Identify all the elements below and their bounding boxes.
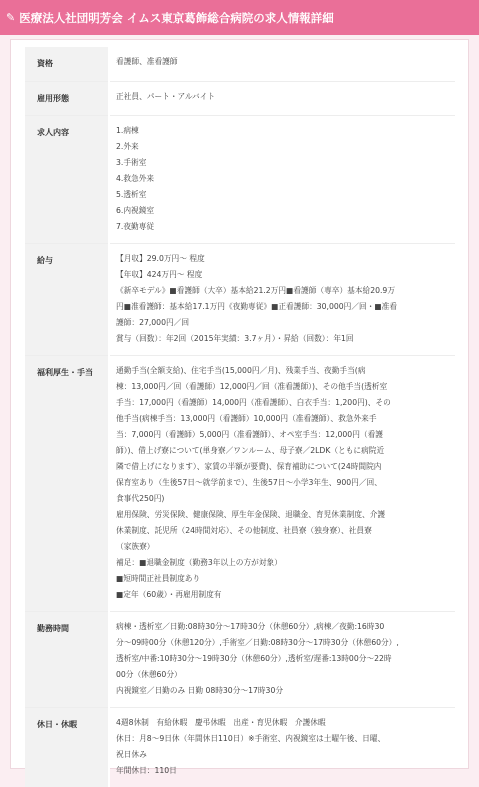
value-line: 雇用保険、労災保険、健康保険、厚生年金保険、退職金、育児休業制度、介護 (116, 509, 386, 519)
row-salary (25, 243, 455, 355)
value-line: 円■准看護師：基本給17.1万円《夜勤専従》■正看護師：30,000円／回・■准看 (116, 301, 398, 311)
value-line: ■定年（60歳）・再雇用制度有 (116, 589, 222, 599)
row-label: 資格 (25, 47, 109, 81)
value-line: 《新卒モデル》■看護師（大卒）基本給21.2万円■看護師（専卒）基本給20.9万 (116, 285, 396, 295)
value-line: 休日：月8～9日休（年間休日110日）※手術室、内視鏡室は土曜午後、日曜、 (116, 733, 386, 743)
row-label: 休日・休暇 (25, 707, 109, 787)
value-line: 3.手術室 (116, 157, 147, 167)
value-line: 食事代250円) (116, 493, 165, 503)
value-line: 年間休日：110日 (116, 765, 177, 775)
value-line: 棟：13,000円／回（看護師）12,000円／回（准看護師）)、その他手当(透析室 (116, 381, 388, 391)
page-header (0, 0, 479, 35)
job-detail-table (25, 47, 455, 787)
value-line: 手当：17,000円（看護師）14,000円（准看護師）、白衣手当：1,200円)、その (116, 397, 391, 407)
row-label: 給与 (25, 243, 109, 355)
value-line: 他手当(病棟手当：13,000円（看護師）10,000円（准看護師）、救急外来手 (116, 413, 377, 423)
value-line: 【年収】424万円～ 程度 (116, 269, 203, 279)
value-line: 祝日休み (116, 749, 147, 759)
value-line: 5.透析室 (116, 189, 147, 199)
value-line: 6.内視鏡室 (116, 205, 155, 215)
row-value (109, 81, 455, 115)
value-line: 病棟・透析室／日勤:08時30分～17時30分（休憩60分）,病棟／夜勤:16時30 (116, 621, 385, 631)
value-line: 4.救急外来 (116, 173, 155, 183)
pencil-icon: ✎ (6, 11, 16, 24)
row-benefits (25, 355, 455, 611)
job-detail-panel (10, 39, 469, 775)
row-value (109, 611, 455, 707)
row-label: 求人内容 (25, 115, 109, 243)
value-line: 正社員、パート・アルバイト (116, 91, 216, 101)
page-title: 医療法人社団明芳会 イムス東京葛飾総合病院の求人情報詳細 (19, 10, 334, 25)
value-line: 護師：27,000円／回 (116, 317, 190, 327)
value-line: 7.夜勤専従 (116, 221, 155, 231)
value-line: 透析室/中番:10時30分～19時30分（休憩60分）,透析室/遅番:13時00分～22時 (116, 653, 392, 663)
row-value (109, 115, 455, 243)
value-line: 内視鏡室／日勤のみ 日勤 08時30分～17時30分 (116, 685, 284, 695)
row-label: 福利厚生・手当 (25, 355, 109, 611)
row-job-content (25, 115, 455, 243)
value-line: 休業制度、託児所（24時間対応）、その他制度、社員寮（独身寮）、社員寮 (116, 525, 372, 535)
value-line: ■短時間正社員制度あり (116, 573, 201, 583)
value-line: 賞与（回数）：年2回（2015年実績：3.7ヶ月）・昇給（回数）：年1回 (116, 333, 354, 343)
value-line: 【月収】29.0万円～ 程度 (116, 253, 205, 263)
row-qualification (25, 47, 455, 81)
row-label: 勤務時間 (25, 611, 109, 707)
value-line: 看護師、准看護師 (116, 57, 178, 66)
row-label: 雇用形態 (25, 81, 109, 115)
value-line: 2.外来 (116, 141, 139, 151)
value-line: 当：7,000円（看護師）5,000円（准看護師）、オペ室手当：12,000円（看護 (116, 429, 383, 439)
row-value (109, 243, 455, 355)
value-line: 分～09時00分（休憩120分）,手術室／日勤:08時30分～17時30分（休憩60分）, (116, 637, 399, 647)
value-line: 00分（休憩60分） (116, 669, 182, 679)
value-line: 保育室あり（生後57日～就学前まで）、生後57日～小学3年生、900円／回、 (116, 477, 382, 487)
value-line: 通勤手当(全額支給)、住宅手当(15,000円／月)、残業手当、夜勤手当(病 (116, 365, 366, 375)
value-line: 4週8休制 有給休暇 慶弔休暇 出産・育児休暇 介護休暇 (116, 717, 326, 727)
value-line: 1.病棟 (116, 125, 139, 135)
value-line: 隣で借上げになります）、家賃の半額が要費)、保育補助について(24時間院内 (116, 461, 382, 471)
row-value (109, 47, 455, 81)
value-line: 補足：■退職金制度（勤務3年以上の方が対象） (116, 557, 282, 567)
row-working-hours (25, 611, 455, 707)
value-line: （家族寮） (116, 541, 155, 551)
row-value (109, 355, 455, 611)
row-employment-type (25, 81, 455, 115)
value-line: 師）)、借上げ寮について(単身寮／ワンルーム、母子寮／2LDK（ともに病院近 (116, 445, 385, 455)
